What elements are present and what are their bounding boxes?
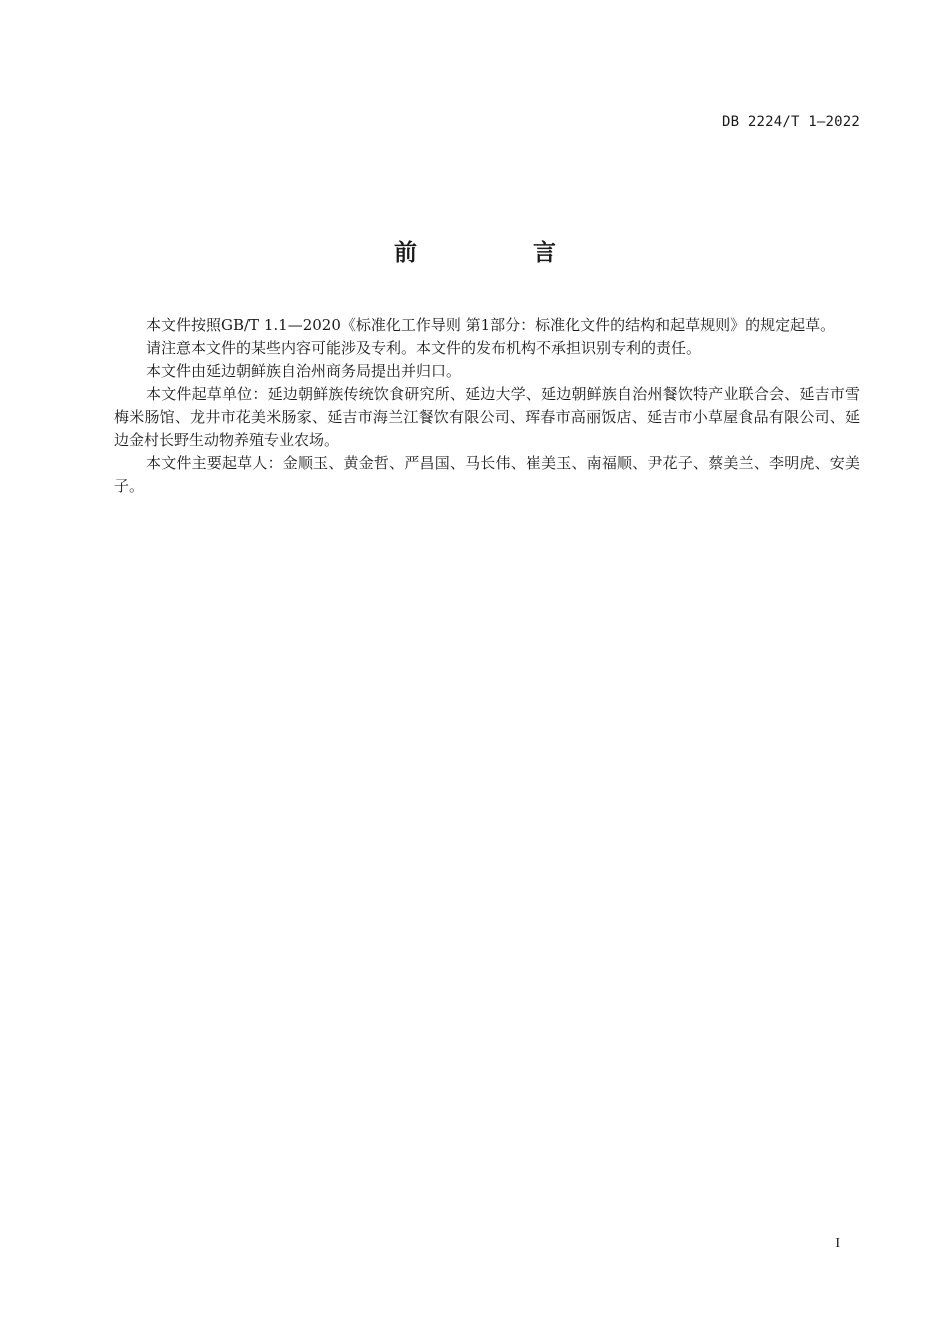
document-code: DB 2224/T 1—2022 <box>721 114 860 130</box>
preface-body <box>114 314 860 498</box>
page-title: 前 言 <box>393 240 610 266</box>
paragraph-drafting-rules: 本文件按照GB/T 1.1—2020《标准化工作导则 第1部分：标准化文件的结构和起草规则》的规定起草。 <box>146 316 836 334</box>
paragraph-drafters: 本文件主要起草人：金顺玉、黄金哲、严昌国、马长伟、崔美玉、南福顺、尹花子、蔡美兰、李明虎、安美子。 <box>114 454 860 495</box>
paragraph-patent-notice: 请注意本文件的某些内容可能涉及专利。本文件的发布机构不承担识别专利的责任。 <box>146 339 702 357</box>
page-number: I <box>835 1236 840 1251</box>
paragraph-proposer: 本文件由延边朝鲜族自治州商务局提出并归口。 <box>146 362 462 380</box>
paragraph-drafting-units: 本文件起草单位：延边朝鲜族传统饮食研究所、延边大学、延边朝鲜族自治州餐饮特产业联合会、延吉市雪梅米肠馆、龙井市花美米肠家、延吉市海兰江餐饮有限公司、珲春市高丽饭店、延吉市小草屋食品有限公司、延边金村长野生动物养殖专业农场。 <box>114 385 860 449</box>
